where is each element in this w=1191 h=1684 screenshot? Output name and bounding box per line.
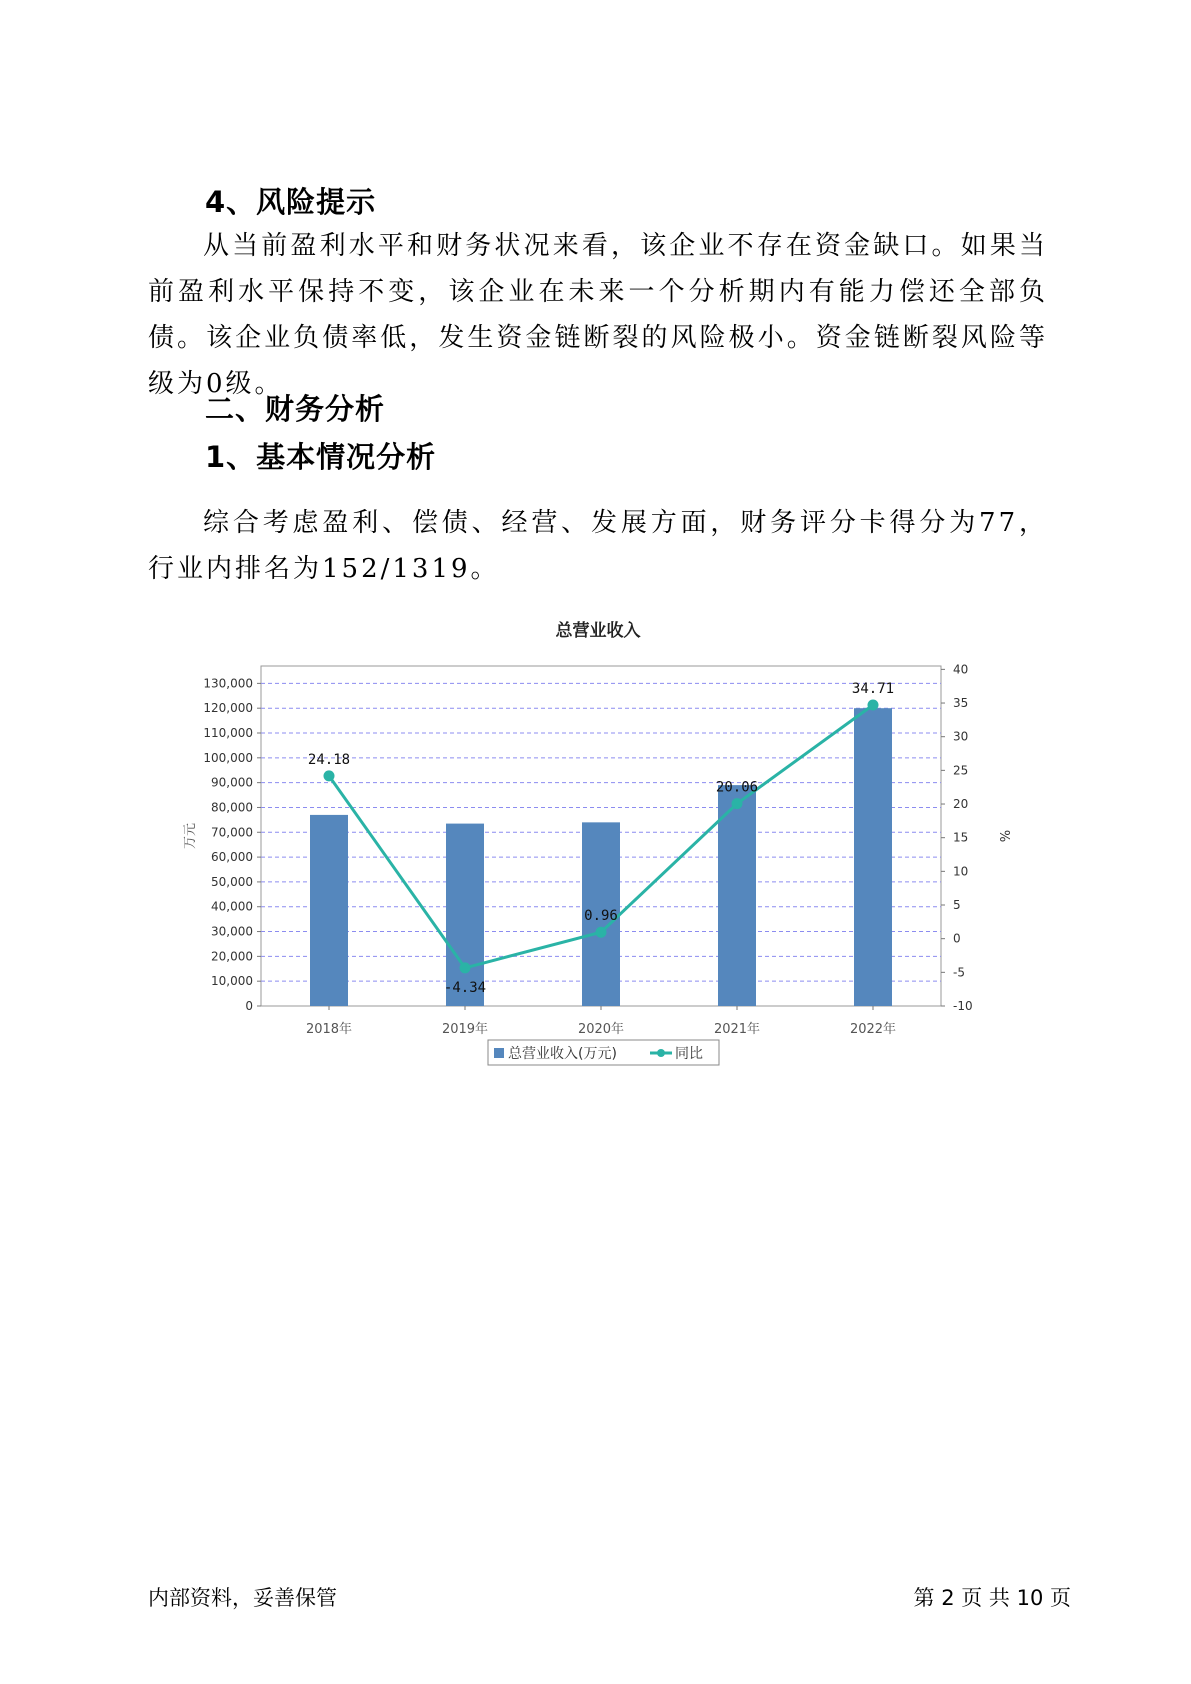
yoy-data-label: 34.71 [851, 680, 895, 697]
yoy-data-label: 0.96 [584, 908, 618, 925]
legend-bar-label: 总营业收入(万元) [508, 1046, 617, 1062]
x-tick-label: 2020年 [577, 1022, 625, 1037]
risk-heading: 4、风险提示 [205, 185, 377, 219]
y2-tick-label: -10 [953, 999, 973, 1013]
y2-tick-label: 15 [953, 830, 969, 845]
footer-left: 内部资料，妥善保管 [148, 1586, 337, 1610]
y-tick-label: 100,000 [203, 750, 253, 765]
legend [488, 1040, 719, 1065]
revenue-bar [854, 708, 892, 1006]
revenue-chart [180, 608, 1011, 1068]
y2-axis-label: % [996, 829, 1011, 843]
y-tick-label: 70,000 [211, 825, 253, 840]
revenue-bar [310, 815, 348, 1006]
x-tick-label: 2021年 [713, 1022, 761, 1037]
legend-line-label: 同比 [675, 1046, 703, 1062]
risk-paragraph: 从当前盈利水平和财务状况来看，该企业不存在资金缺口。如果当前盈利水平保持不变，该企业在未来一个分析期内有能力偿还全部负债。该企业负债率低，发生资金链断裂的风险极小。资金链断裂风险等级为0级。 [148, 231, 1048, 399]
yoy-point [324, 770, 335, 781]
y2-tick-label: -5 [953, 965, 965, 980]
y2-tick-label: 35 [953, 696, 969, 711]
y-tick-label: 130,000 [203, 676, 253, 691]
y2-tick-label: 40 [953, 662, 969, 677]
y-tick-label: 0 [245, 999, 253, 1013]
yoy-data-label: 20.06 [715, 779, 759, 796]
chart-title: 总营业收入 [555, 621, 641, 641]
yoy-point [732, 798, 743, 809]
x-tick-label: 2019年 [441, 1022, 489, 1037]
yoy-point [868, 699, 879, 710]
y2-tick-label: 30 [953, 729, 969, 744]
yoy-point [460, 962, 471, 973]
basic-paragraph: 综合考虑盈利、偿债、经营、发展方面，财务评分卡得分为77，行业内排名为152/1319。 [148, 508, 1048, 584]
y2-tick-label: 20 [953, 797, 969, 812]
yoy-point [596, 927, 607, 938]
y-tick-label: 90,000 [211, 775, 253, 790]
y-tick-label: 10,000 [211, 974, 253, 989]
y-tick-label: 60,000 [211, 850, 253, 865]
y-axis-label: 万元 [183, 822, 198, 850]
y2-tick-label: 5 [953, 898, 961, 913]
y-tick-label: 40,000 [211, 899, 253, 914]
yoy-data-label: -4.34 [443, 979, 487, 996]
basic-heading: 1、基本情况分析 [205, 440, 437, 474]
y2-tick-label: 25 [953, 763, 969, 778]
page-number: 第 2 页 共 10 页 [913, 1586, 1071, 1610]
yoy-data-label: 24.18 [307, 751, 351, 768]
x-tick-label: 2022年 [849, 1022, 897, 1037]
finance-heading: 二、财务分析 [205, 392, 386, 426]
y-tick-label: 30,000 [211, 924, 253, 939]
y-tick-label: 50,000 [211, 874, 253, 889]
legend-bar-swatch [494, 1048, 504, 1058]
legend-line-marker [657, 1049, 665, 1057]
y-tick-label: 110,000 [203, 726, 253, 741]
y-tick-label: 20,000 [211, 949, 253, 964]
y2-tick-label: 0 [953, 931, 961, 946]
x-tick-label: 2018年 [305, 1022, 353, 1037]
y2-tick-label: 10 [953, 864, 969, 879]
y-tick-label: 80,000 [211, 800, 253, 815]
y-tick-label: 120,000 [203, 701, 253, 716]
revenue-bar [443, 824, 487, 1006]
